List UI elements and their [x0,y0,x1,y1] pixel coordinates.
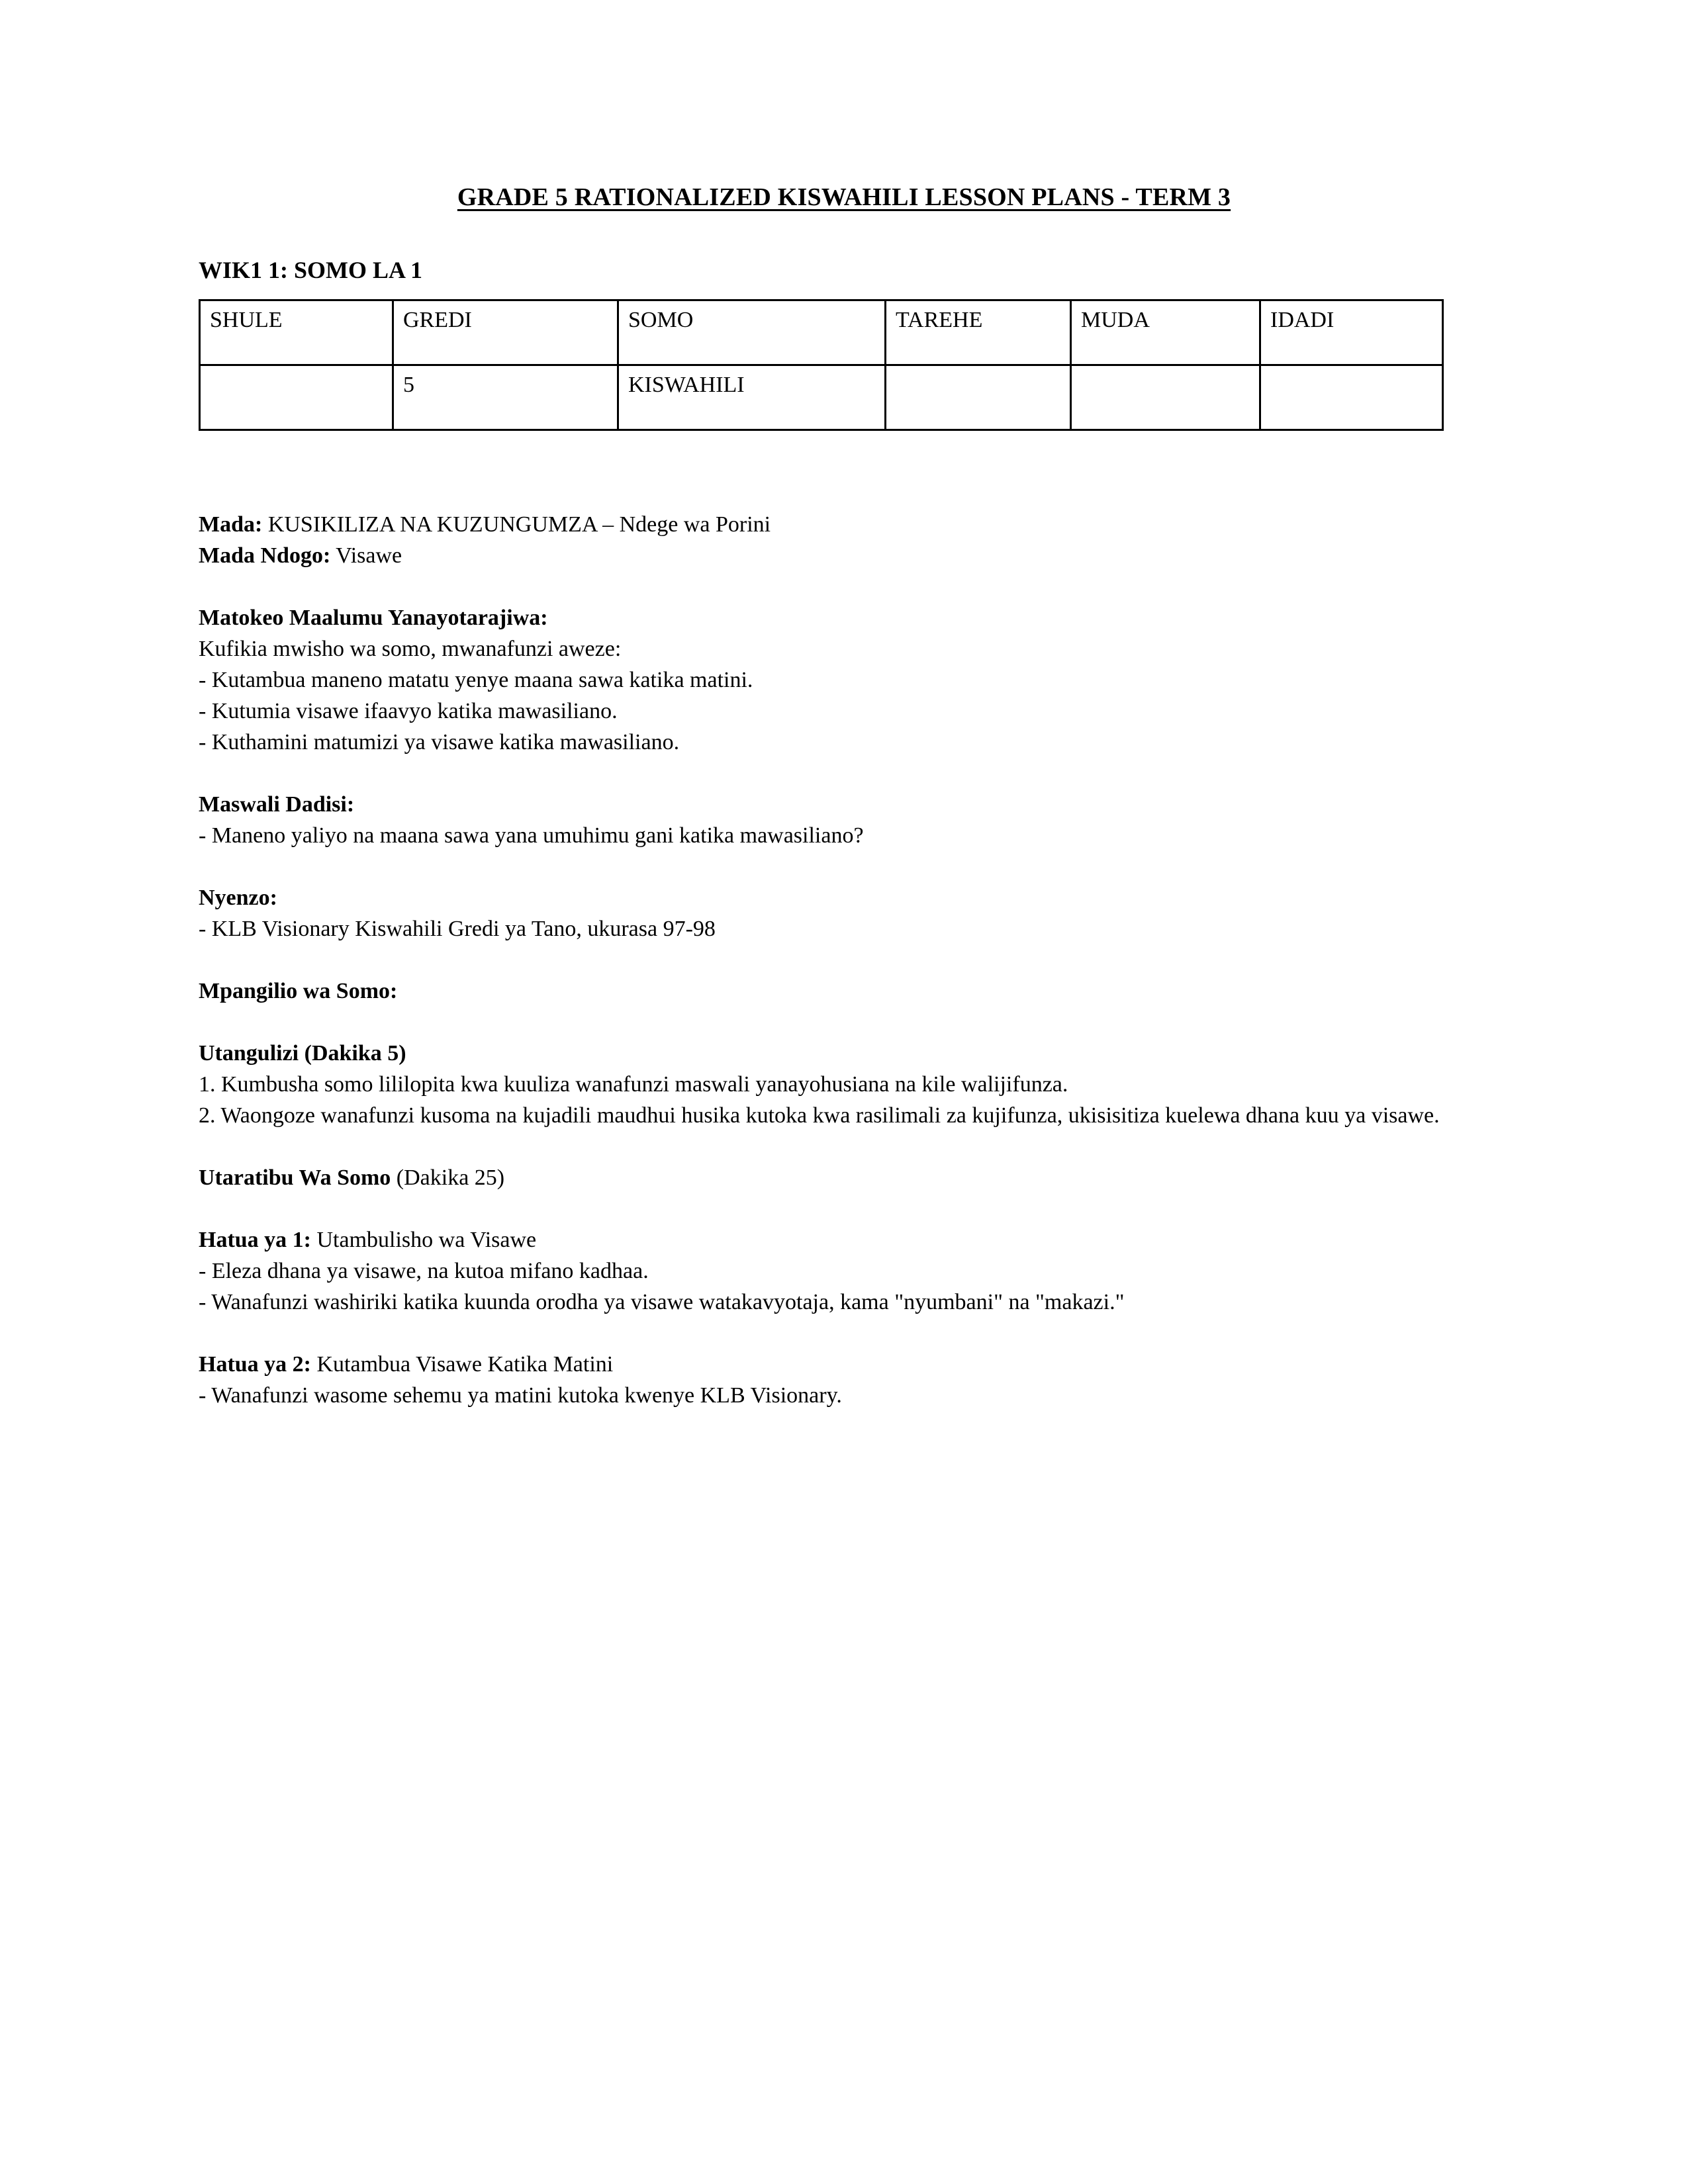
mada-line [199,509,1489,540]
outcomes-item: - Kutumia visawe ifaavyo katika mawasiliano. [199,699,618,724]
spacer [199,1193,1489,1224]
cell-somo[interactable]: KISWAHILI [618,365,886,430]
outcomes-heading: Matokeo Maalumu Yanayotarajiwa: [199,606,548,631]
procedure-heading-duration: (Dakika 25) [391,1165,505,1191]
introduction-item: 2. Waongoze wanafunzi kusoma na kujadili maudhui husika kutoka kwa rasilimali za kujifunza, ukisisitiza kuelewa dhana kuu ya visawe. [199,1103,1440,1128]
spacer [199,214,1489,256]
spacer [199,1318,1489,1349]
lesson-organization-block [199,976,1489,1007]
step-label: Hatua ya 1: [199,1228,311,1253]
column-header-tarehe: TAREHE [886,300,1071,365]
introduction-item: 1. Kumbusha somo lililopita kwa kuuliza wanafunzi maswali yanayohusiana na kile walijifunza. [199,1072,1068,1097]
procedure-heading-bold: Utaratibu Wa Somo [199,1165,391,1191]
mada-ndogo-label: Mada Ndogo: [199,543,331,569]
spacer [199,571,1489,602]
resources-block [199,882,1489,944]
step-item: - Wanafunzi washiriki katika kuunda orodha ya visawe watakavyotaja, kama "nyumbani" na "makazi." [199,1290,1125,1315]
introduction-block [199,1038,1489,1131]
lesson-info-table [199,299,1444,431]
key-questions-block [199,789,1489,851]
spacer [199,851,1489,882]
procedure-block [199,1162,1489,1193]
table-row [200,365,1443,430]
step-item: - Eleza dhana ya visawe, na kutoa mifano kadhaa. [199,1259,649,1284]
spacer [199,944,1489,976]
outcomes-intro: Kufikia mwisho wa somo, mwanafunzi aweze: [199,637,622,662]
spacer [199,431,1489,493]
spacer [199,493,1489,509]
step-label: Hatua ya 2: [199,1352,311,1377]
spacer [199,758,1489,789]
resources-item: - KLB Visionary Kiswahili Gredi ya Tano, ukurasa 97-98 [199,917,716,942]
mada-value: KUSIKILIZA NA KUZUNGUMZA – Ndege wa Porini [262,512,771,537]
topic-block [199,509,1489,571]
step-heading [199,1349,1489,1380]
mada-label: Mada: [199,512,263,537]
page-title: GRADE 5 RATIONALIZED KISWAHILI LESSON PLANS - TERM 3 [457,183,1231,211]
outcomes-block [199,602,1489,758]
column-header-somo: SOMO [618,300,886,365]
column-header-idadi: IDADI [1260,300,1443,365]
outcomes-item: - Kuthamini matumizi ya visawe katika mawasiliano. [199,730,680,755]
key-questions-item: - Maneno yaliyo na maana sawa yana umuhimu gani katika mawasiliano? [199,823,864,848]
spacer [199,1007,1489,1038]
outcomes-item: - Kutambua maneno matatu yenye maana sawa katika matini. [199,668,753,693]
key-questions-heading: Maswali Dadisi: [199,792,355,817]
week-lesson-heading: WIK1 1: SOMO LA 1 [199,256,423,283]
lesson-organization-heading: Mpangilio wa Somo: [199,979,398,1004]
step-title: Utambulisho wa Visawe [311,1228,537,1253]
step-heading [199,1224,1489,1255]
cell-muda[interactable] [1071,365,1260,430]
cell-shule[interactable] [200,365,393,430]
cell-gredi[interactable]: 5 [393,365,618,430]
spacer [199,285,1489,299]
procedure-heading [199,1162,1489,1193]
resources-heading: Nyenzo: [199,886,277,911]
step-block [199,1224,1489,1318]
cell-idadi[interactable] [1260,365,1443,430]
step-item: - Wanafunzi wasome sehemu ya matini kutoka kwenye KLB Visionary. [199,1383,842,1408]
mada-ndogo-line [199,540,1489,571]
document-content [199,183,1489,1411]
column-header-shule: SHULE [200,300,393,365]
introduction-heading: Utangulizi (Dakika 5) [199,1041,406,1066]
mada-ndogo-value: Visawe [330,543,402,569]
step-title: Kutambua Visawe Katika Matini [311,1352,614,1377]
spacer [199,1131,1489,1162]
step-block [199,1349,1489,1411]
cell-tarehe[interactable] [886,365,1071,430]
table-header-row [200,300,1443,365]
column-header-muda: MUDA [1071,300,1260,365]
column-header-gredi: GREDI [393,300,618,365]
